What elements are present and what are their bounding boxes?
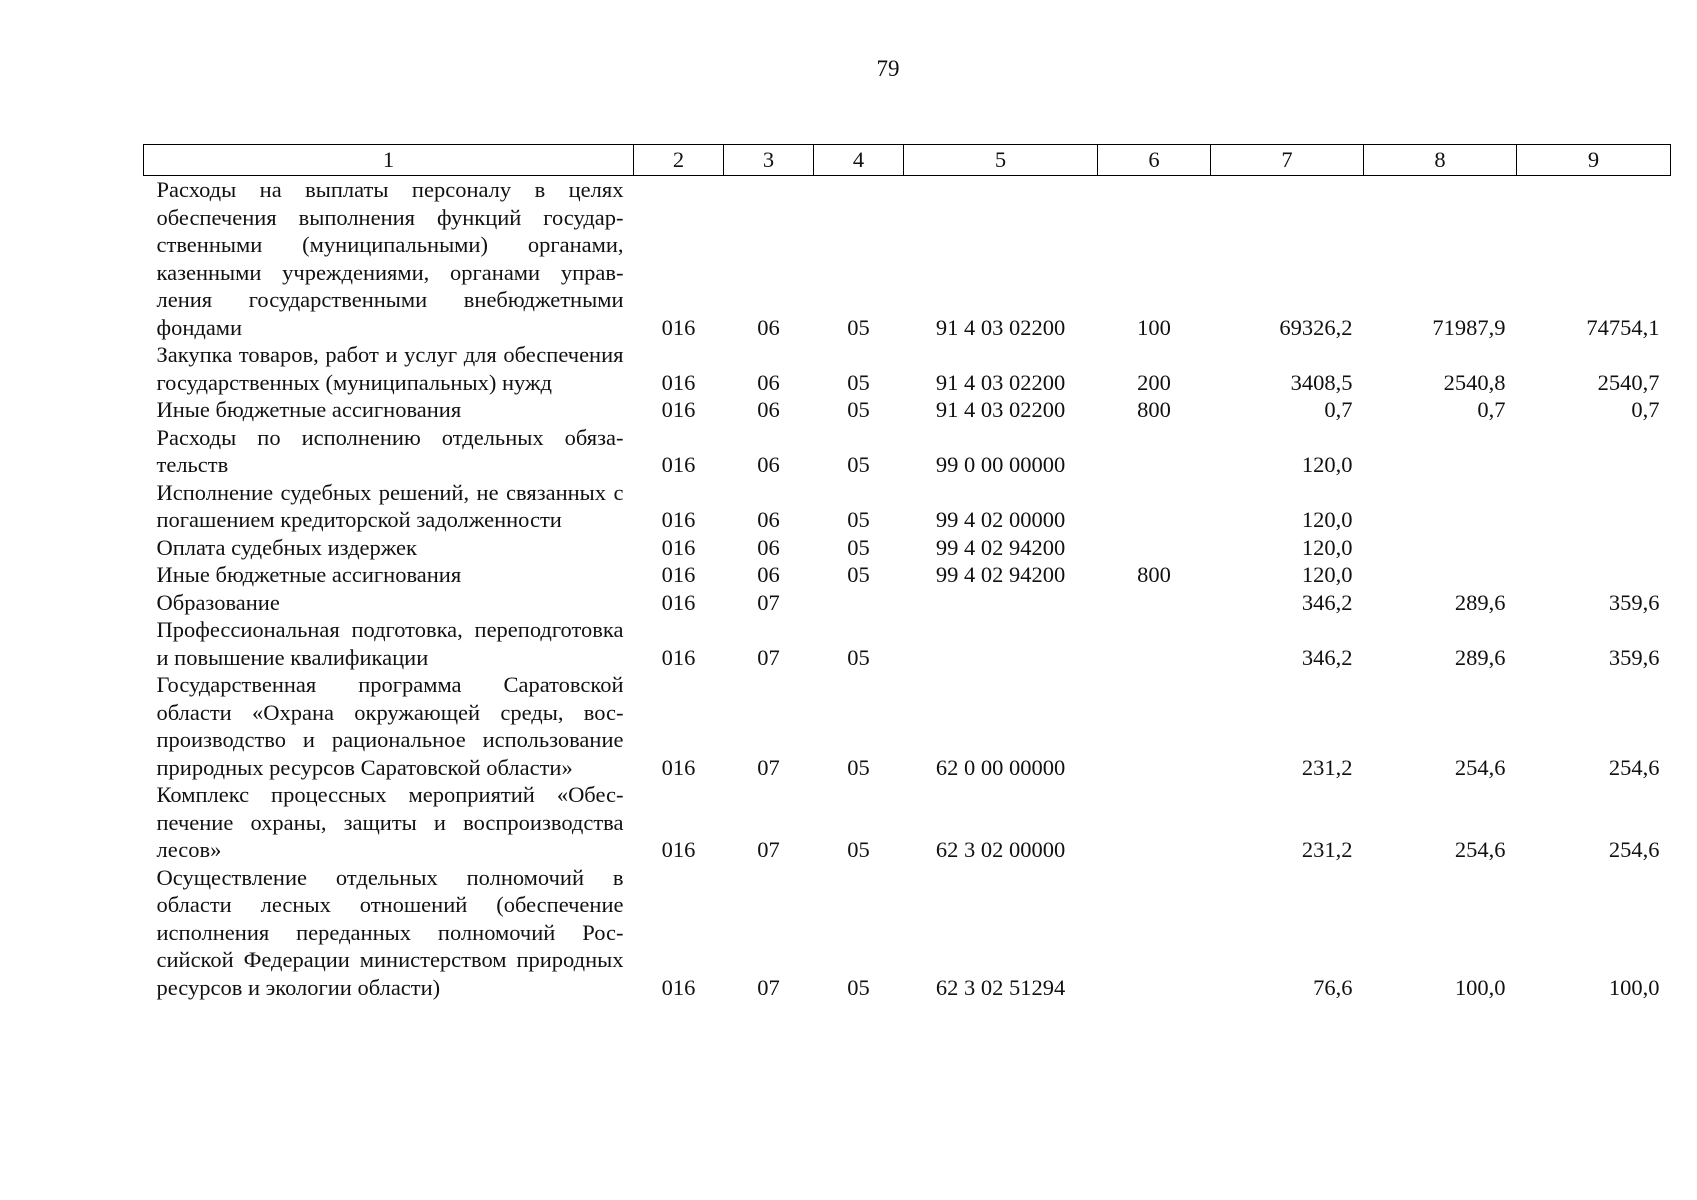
section-code-cell: 07 bbox=[757, 644, 780, 670]
amount-year-1-cell: 231,2 bbox=[1301, 754, 1353, 780]
amount-year-3-cell bbox=[1517, 561, 1671, 589]
subsection-code-cell: 05 bbox=[847, 534, 870, 560]
expense-type-cell bbox=[1098, 424, 1211, 479]
amount-year-2-cell: 254,6 bbox=[1454, 837, 1506, 862]
target-article-cell: 99 4 02 94200 bbox=[935, 534, 1066, 560]
target-article-cell: 62 3 02 51294 bbox=[935, 974, 1066, 1000]
column-header: 1 bbox=[144, 145, 634, 176]
amount-year-2-cell: 289,6 bbox=[1454, 644, 1506, 670]
target-article-cell: 99 4 02 94200 bbox=[935, 562, 1066, 587]
amount-year-1-cell: 3408,5 bbox=[1290, 369, 1353, 395]
column-header: 2 bbox=[634, 145, 724, 176]
amount-year-2-cell bbox=[1364, 534, 1517, 562]
table-row bbox=[144, 589, 1671, 617]
row-name-cell: Закупка товаров, работ и услуг для обеспечения государственных (муниципальных) нужд bbox=[156, 342, 624, 395]
amount-year-3-cell bbox=[1517, 479, 1671, 534]
ministry-code-cell: 016 bbox=[661, 369, 696, 395]
target-article-cell bbox=[904, 616, 1098, 671]
section-code-cell: 07 bbox=[757, 754, 780, 780]
header-row bbox=[144, 145, 1671, 176]
row-name-cell: Оплата судебных издержек bbox=[156, 534, 417, 560]
expense-type-cell: 200 bbox=[1137, 369, 1171, 395]
ministry-code-cell: 016 bbox=[661, 507, 696, 532]
target-article-cell: 91 4 03 02200 bbox=[935, 397, 1066, 422]
row-name-cell: Иные бюджетные ассигнования bbox=[156, 562, 462, 587]
ministry-code-cell: 016 bbox=[661, 589, 696, 615]
amount-year-3-cell: 74754,1 bbox=[1586, 314, 1660, 340]
subsection-code-cell: 05 bbox=[847, 452, 870, 477]
row-name-cell: Расходы на выплаты персоналу в целях обеспечения выполнения функций государственными (муниципальными) органами, казенными учреждениями, органами управления государственными внебюджетными фондами bbox=[156, 177, 624, 340]
row-name-cell: Иные бюджетные ассигнования bbox=[156, 397, 462, 422]
ministry-code-cell: 016 bbox=[661, 837, 696, 862]
section-code-cell: 06 bbox=[757, 314, 780, 340]
expense-type-cell: 800 bbox=[1137, 397, 1171, 422]
table-row bbox=[144, 864, 1671, 1002]
column-header: 3 bbox=[724, 145, 814, 176]
column-header: 7 bbox=[1211, 145, 1364, 176]
section-code-cell: 06 bbox=[757, 452, 780, 477]
subsection-code-cell: 05 bbox=[847, 837, 870, 862]
expense-type-cell bbox=[1098, 479, 1211, 534]
table-row bbox=[144, 781, 1671, 864]
section-code-cell: 06 bbox=[757, 369, 780, 395]
table-row bbox=[144, 424, 1671, 479]
section-code-cell: 06 bbox=[757, 534, 780, 560]
amount-year-2-cell bbox=[1364, 479, 1517, 534]
table-row bbox=[144, 671, 1671, 781]
expense-type-cell bbox=[1098, 616, 1211, 671]
section-code-cell: 06 bbox=[757, 562, 780, 587]
amount-year-3-cell bbox=[1517, 534, 1671, 562]
amount-year-1-cell: 0,7 bbox=[1324, 397, 1353, 422]
subsection-code-cell: 05 bbox=[847, 314, 870, 340]
expense-type-cell: 800 bbox=[1137, 562, 1171, 587]
target-article-cell: 99 4 02 00000 bbox=[935, 507, 1066, 532]
subsection-code-cell: 05 bbox=[847, 644, 870, 670]
table-row bbox=[144, 479, 1671, 534]
target-article-cell: 99 0 00 00000 bbox=[935, 452, 1066, 477]
amount-year-1-cell: 69326,2 bbox=[1279, 314, 1353, 340]
section-code-cell: 06 bbox=[757, 507, 780, 532]
amount-year-1-cell: 120,0 bbox=[1301, 534, 1353, 560]
subsection-code-cell: 05 bbox=[847, 974, 870, 1000]
amount-year-3-cell: 254,6 bbox=[1608, 837, 1660, 862]
amount-year-3-cell: 359,6 bbox=[1608, 589, 1660, 615]
ministry-code-cell: 016 bbox=[661, 754, 696, 780]
target-article-cell: 91 4 03 02200 bbox=[935, 369, 1066, 395]
amount-year-3-cell: 2540,7 bbox=[1597, 369, 1660, 395]
table-row bbox=[144, 534, 1671, 562]
expense-type-cell bbox=[1098, 864, 1211, 1002]
row-name-cell: Осуществление отдельных полномочий в области лесных отношений (обеспечение исполнения переданных полномочий Российской Федерации министерством природных ресурсов и экологии области) bbox=[156, 864, 624, 1000]
amount-year-3-cell: 254,6 bbox=[1608, 754, 1660, 780]
expense-type-cell bbox=[1098, 671, 1211, 781]
subsection-code-cell: 05 bbox=[847, 397, 870, 422]
section-code-cell: 06 bbox=[757, 397, 780, 422]
subsection-code-cell: 05 bbox=[847, 562, 870, 587]
row-name-cell: Образование bbox=[156, 589, 280, 615]
column-header: 9 bbox=[1517, 145, 1671, 176]
expense-type-cell bbox=[1098, 534, 1211, 562]
column-header: 4 bbox=[814, 145, 904, 176]
table-row bbox=[144, 396, 1671, 424]
section-code-cell: 07 bbox=[757, 837, 780, 862]
page-number: 79 bbox=[876, 56, 900, 81]
amount-year-2-cell bbox=[1364, 561, 1517, 589]
amount-year-2-cell: 2540,8 bbox=[1443, 369, 1506, 395]
table-row bbox=[144, 561, 1671, 589]
amount-year-1-cell: 346,2 bbox=[1301, 589, 1353, 615]
ministry-code-cell: 016 bbox=[661, 452, 696, 477]
amount-year-2-cell: 289,6 bbox=[1454, 589, 1506, 615]
amount-year-2-cell: 100,0 bbox=[1454, 974, 1506, 1000]
amount-year-2-cell: 71987,9 bbox=[1432, 314, 1506, 340]
subsection-code-cell: 05 bbox=[847, 754, 870, 780]
amount-year-2-cell: 0,7 bbox=[1477, 397, 1506, 422]
row-name-cell: Государственная программа Саратовской области «Охрана окружающей среды, воспроизводство и рациональное использование природных ресурсов Саратовской области» bbox=[156, 672, 624, 780]
expense-type-cell: 100 bbox=[1137, 314, 1171, 340]
target-article-cell: 62 3 02 00000 bbox=[935, 837, 1066, 862]
target-article-cell: 91 4 03 02200 bbox=[935, 314, 1066, 340]
row-name-cell: Исполнение судебных решений, не связанных с погашением кредиторской задолженности bbox=[156, 479, 624, 532]
amount-year-3-cell: 100,0 bbox=[1608, 974, 1660, 1000]
ministry-code-cell: 016 bbox=[661, 644, 696, 670]
subsection-code-cell: 05 bbox=[847, 369, 870, 395]
amount-year-2-cell: 254,6 bbox=[1454, 754, 1506, 780]
budget-table bbox=[143, 144, 1671, 1001]
amount-year-1-cell: 120,0 bbox=[1301, 452, 1353, 477]
ministry-code-cell: 016 bbox=[661, 314, 696, 340]
amount-year-1-cell: 76,6 bbox=[1313, 974, 1353, 1000]
amount-year-1-cell: 120,0 bbox=[1301, 562, 1353, 587]
amount-year-3-cell: 359,6 bbox=[1608, 644, 1660, 670]
row-name-cell: Комплекс процессных мероприятий «Обеспечение охраны, защиты и воспроизводства лесов» bbox=[156, 782, 624, 862]
subsection-code-cell: 05 bbox=[847, 507, 870, 532]
column-header: 8 bbox=[1364, 145, 1517, 176]
ministry-code-cell: 016 bbox=[661, 974, 696, 1000]
amount-year-1-cell: 120,0 bbox=[1301, 507, 1353, 532]
expense-type-cell bbox=[1098, 589, 1211, 617]
amount-year-2-cell bbox=[1364, 424, 1517, 479]
column-header: 6 bbox=[1098, 145, 1211, 176]
subsection-code-cell bbox=[814, 589, 904, 617]
row-name-cell: Расходы по исполнению отдельных обязательств bbox=[156, 424, 624, 477]
section-code-cell: 07 bbox=[757, 589, 780, 615]
ministry-code-cell: 016 bbox=[661, 397, 696, 422]
row-name-cell: Профессиональная подготовка, переподготовка и повышение квалификации bbox=[156, 617, 624, 670]
amount-year-1-cell: 346,2 bbox=[1301, 644, 1353, 670]
table-row bbox=[144, 176, 1671, 342]
expense-type-cell bbox=[1098, 781, 1211, 864]
table-body bbox=[144, 176, 1671, 1002]
table-row bbox=[144, 341, 1671, 396]
ministry-code-cell: 016 bbox=[661, 562, 696, 587]
amount-year-3-cell bbox=[1517, 424, 1671, 479]
column-header: 5 bbox=[904, 145, 1098, 176]
section-code-cell: 07 bbox=[757, 974, 780, 1000]
ministry-code-cell: 016 bbox=[661, 534, 696, 560]
target-article-cell: 62 0 00 00000 bbox=[935, 754, 1066, 780]
target-article-cell bbox=[904, 589, 1098, 617]
table-row bbox=[144, 616, 1671, 671]
amount-year-1-cell: 231,2 bbox=[1301, 837, 1353, 862]
amount-year-3-cell: 0,7 bbox=[1631, 397, 1660, 422]
